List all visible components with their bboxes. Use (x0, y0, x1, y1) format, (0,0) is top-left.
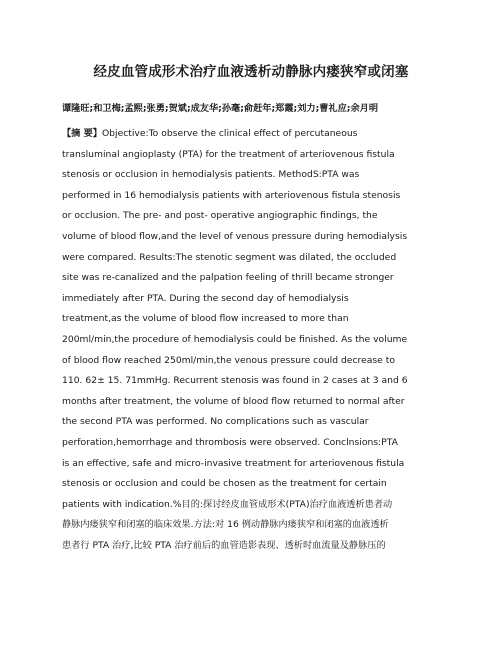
abstract-line: or occlusion. The pre- and post- operative angiographic findings, the (62, 210, 378, 222)
abstract-line: were compared. Results:The stenotic segment was dilated, the occluded (62, 251, 397, 263)
abstract-line: perforation,hemorrhage and thrombosis were observed. Conclnsions:PTA (62, 436, 398, 448)
abstract-line: stenosis or occlusion and could be chosen as the treatment for certain (62, 478, 387, 490)
abstract-line: months after treatment, the volume of blood flow returned to normal after (62, 395, 405, 407)
abstract-line: of blood flow reached 250ml/min,the venous pressure could decrease to (62, 354, 395, 366)
author-list: 谭隆旺;和卫梅;孟熙;张勇;贺斌;成友华;孙毫;俞赶年;郑霞;刘力;曹礼应;余月明 (62, 103, 379, 114)
abstract-line: site was re-canalized and the palpation feeling of thrill became stronger (62, 272, 394, 284)
abstract-line: immediately after PTA. During the second day of hemodialysis (62, 292, 349, 304)
abstract-line: transluminal angioplasty (PTA) for the treatment of arteriovenous fistula (62, 148, 395, 160)
abstract-line: 患者行 PTA 治疗,比较 PTA 治疗前后的血管造影表现、透析时血流量及静脉压的 (62, 539, 386, 551)
abstract-line: the second PTA was performed. No complications such as vascular (62, 416, 369, 428)
abstract-line: 静脉内瘘狭窄和闭塞的临床效果.方法:对 16 例动静脉内瘘狭窄和闭塞的血液透析 (62, 519, 389, 531)
abstract-label: 【摘 要】 (62, 128, 102, 139)
abstract-line: 【摘 要】Objective:To observe the clinical effect of percutaneous (62, 128, 358, 139)
abstract-line: 200ml/min,the procedure of hemodialysis could be finished. As the volume (62, 333, 408, 345)
abstract-line: performed in 16 hemodialysis patients with arteriovenous fistula stenosis (62, 189, 401, 201)
abstract-line: 110. 62± 15. 71mmHg. Recurrent stenosis was found in 2 cases at 3 and 6 (62, 375, 408, 387)
abstract-body (62, 126, 442, 558)
abstract-line: stenosis or occlusion in hemodialysis patients. MethodS:PTA was (62, 169, 360, 181)
paper-title: 经皮血管成形术治疗血液透析动静脉内瘘狭窄或闭塞 (93, 64, 409, 80)
abstract-line: treatment,as the volume of blood flow increased to more than (62, 313, 349, 325)
abstract-line: is an effective, safe and micro-invasive treatment for arteriovenous fistula (62, 457, 405, 469)
abstract-line: patients with indication.%目的:探讨经皮血管成形术(PTA)治疗血液透析患者动 (62, 498, 393, 510)
abstract-line: volume of blood flow,and the level of venous pressure during hemodialysis (62, 230, 408, 242)
